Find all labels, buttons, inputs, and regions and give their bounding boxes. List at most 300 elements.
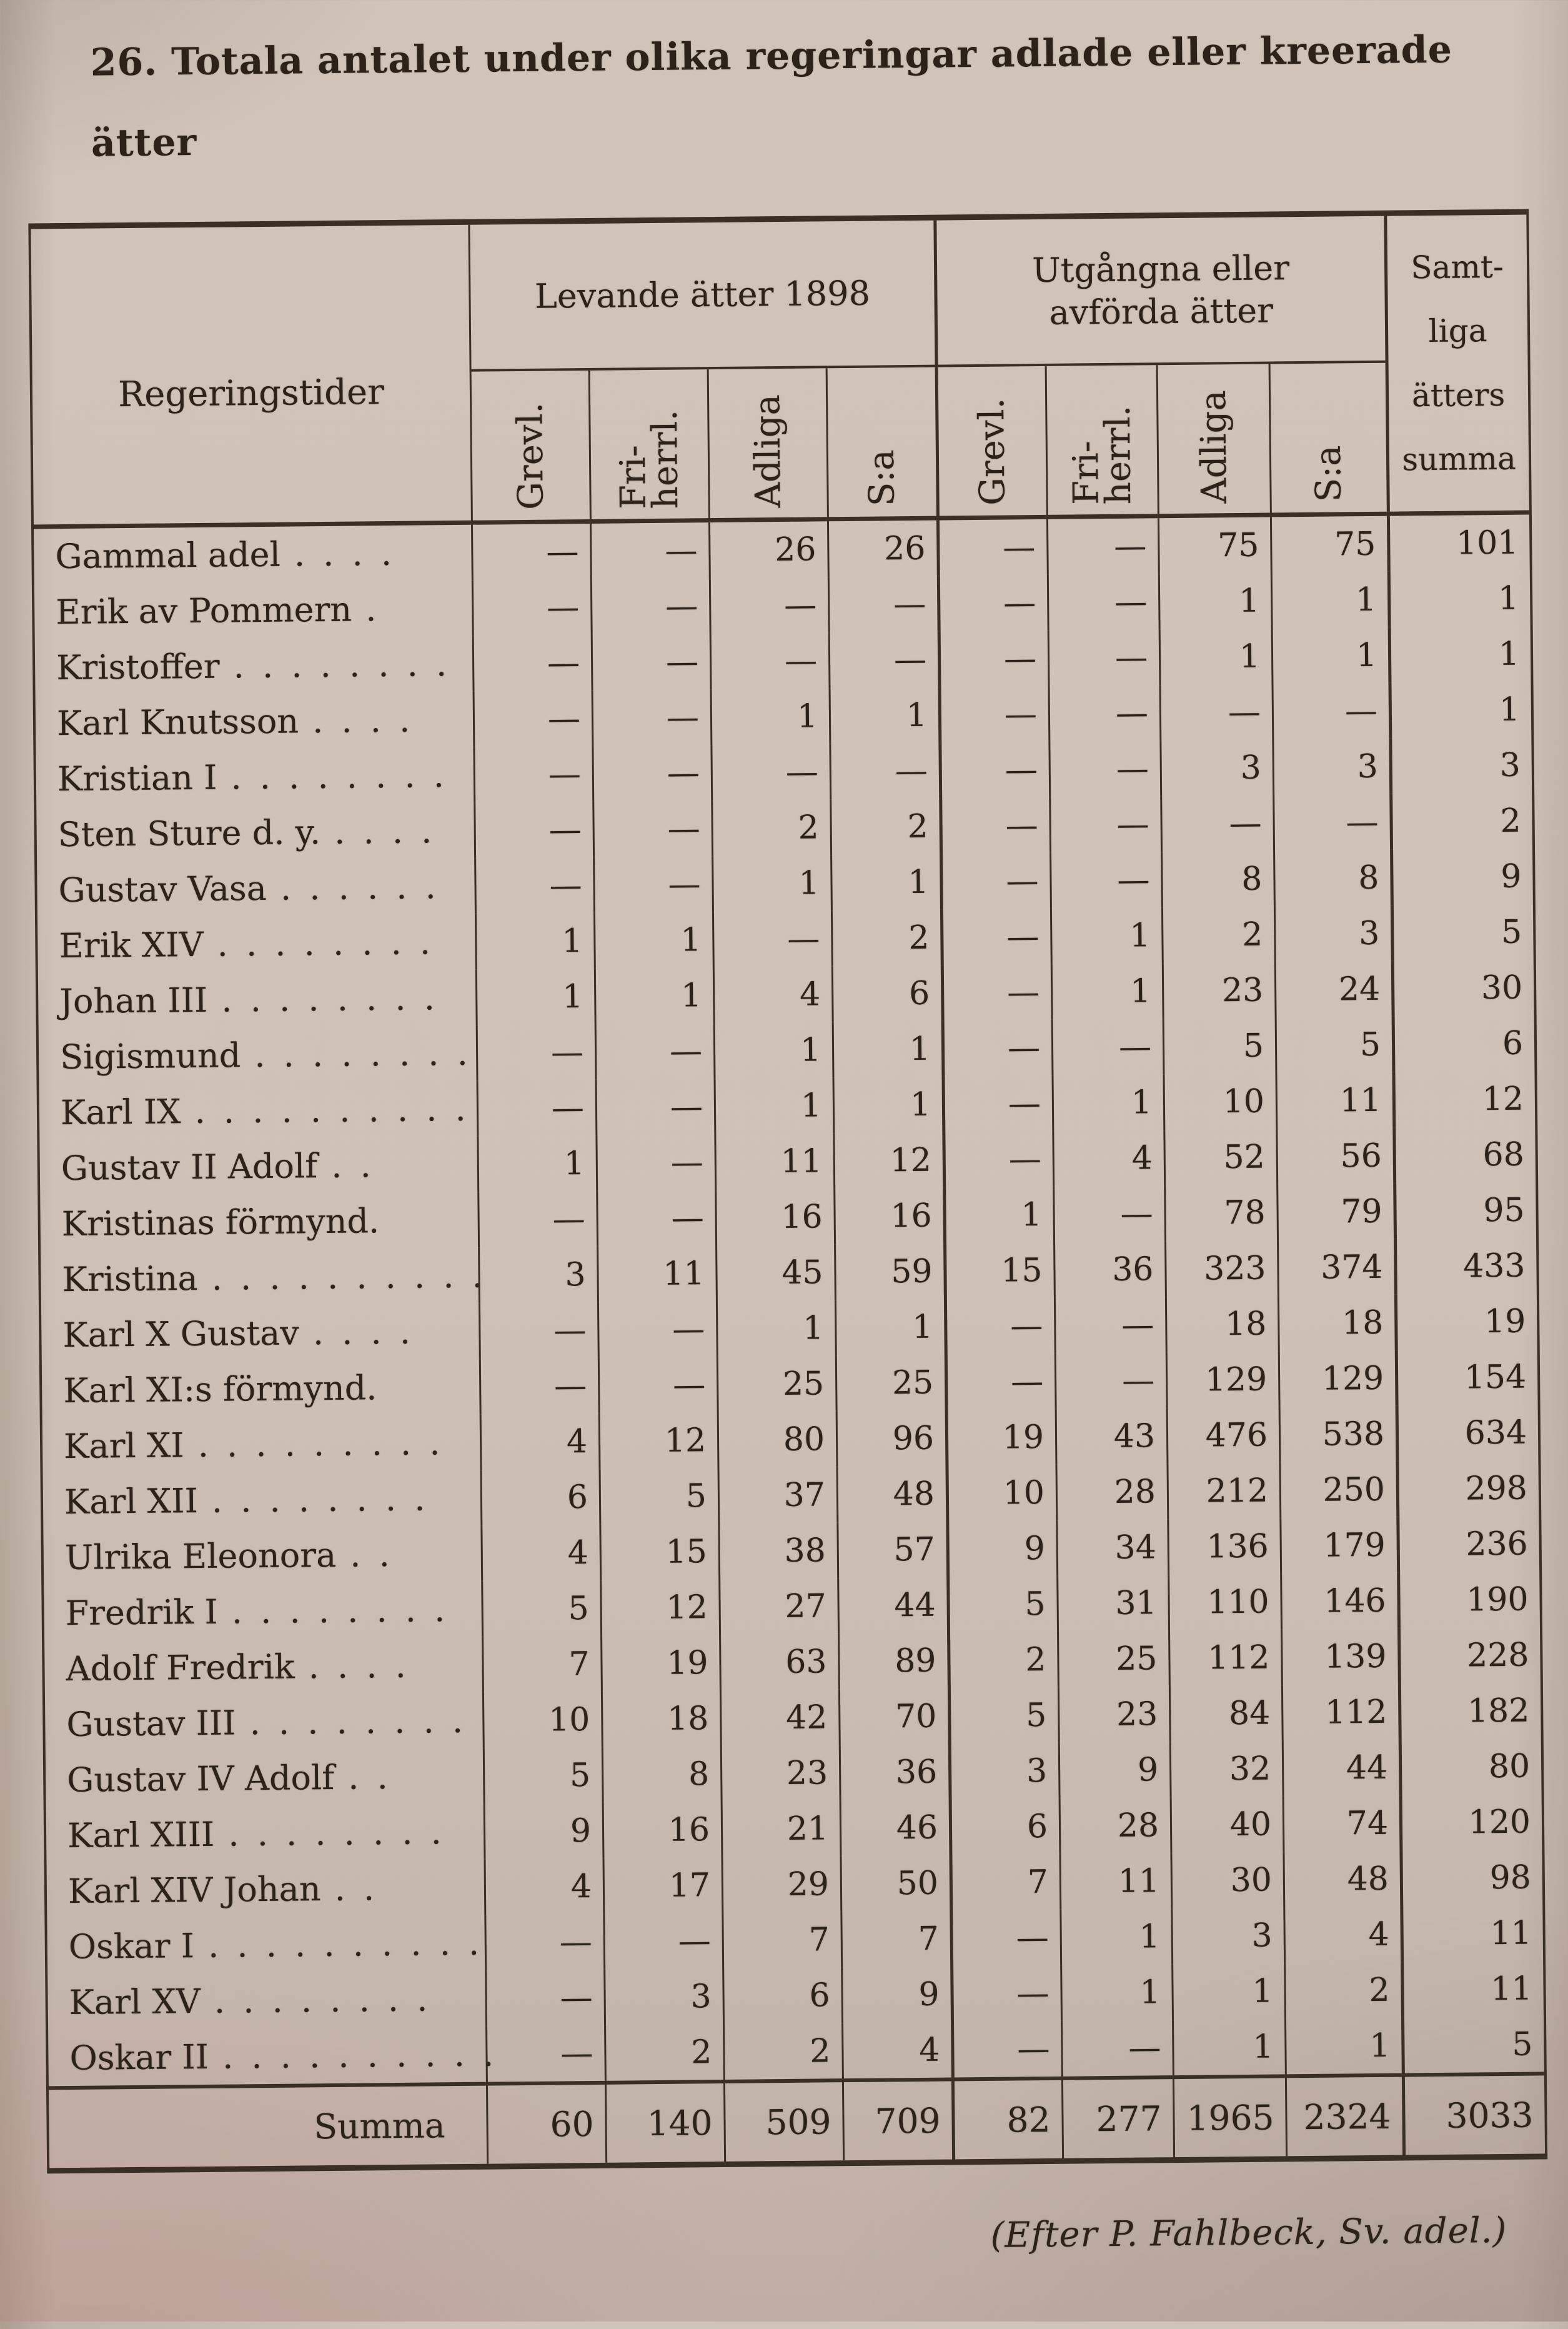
subheader-utgangna-friherrl: Fri- herrl. [1045,365,1158,519]
cell-utgangna-sa: 3 [1274,905,1391,962]
cell-levande-sa: — [828,576,938,633]
dot-leader: . . . . . . . . . . [194,1089,470,1132]
dot-leader: . . . . [312,700,414,741]
row-label: Gustav II Adolf . . [61,1145,375,1189]
cell-levande-sa: 44 [837,1577,947,1634]
cell-utgangna-friherrl: 4 [1052,1130,1164,1187]
subheader-levande-friherrl: Fri- herrl. [588,369,708,524]
cell-utgangna-friherrl: — [1051,1019,1163,1075]
cell-utgangna-adliga: 1 [1158,572,1271,629]
cell-levande-grevl: 1 [475,913,594,970]
cell-total: 634 [1396,1404,1539,1461]
row-label: Ulrika Eleonora . . [64,1535,394,1578]
cell-utgangna-adliga: 323 [1164,1240,1278,1297]
cell-utgangna-grevl: — [950,1965,1061,2022]
cell-utgangna-sa: 374 [1277,1239,1394,1296]
total-column-header-text: Samt- liga ätters summa [1402,248,1517,478]
cell-total: 298 [1396,1460,1539,1517]
cell-levande-grevl: 6 [480,1469,600,1526]
row-label: Karl XV . . . . . . . . [69,1979,432,2023]
cell-levande-grevl: — [477,1191,597,1248]
cell-levande-sa: — [829,743,939,800]
cell-utgangna-friherrl: 277 [1061,2075,1173,2158]
cell-total: 11 [1400,1905,1543,1962]
row-label: Karl X Gustav . . . . [62,1312,415,1355]
cell-utgangna-adliga: 84 [1169,1685,1282,1742]
cell-levande-adliga: — [712,910,831,967]
cell-total: 236 [1396,1515,1539,1572]
cell-utgangna-grevl: — [937,575,1048,632]
cell-utgangna-grevl: — [936,519,1047,576]
cell-utgangna-adliga: 75 [1158,517,1271,574]
cell-total: 11 [1401,1960,1544,2017]
cell-levande-grevl: 4 [480,1414,599,1470]
cell-levande-adliga: 1 [714,1077,833,1134]
cell-levande-grevl: — [479,1302,598,1359]
cell-levande-adliga: 2 [711,799,830,856]
row-label: Gammal adel . . . . [55,533,396,577]
cell-levande-sa: — [828,632,938,689]
cell-levande-adliga: 38 [718,1522,837,1579]
cell-utgangna-sa: 74 [1283,1795,1400,1852]
cell-utgangna-adliga: 112 [1168,1629,1281,1686]
cell-utgangna-friherrl: 11 [1059,1853,1171,1910]
cell-levande-grevl: — [474,857,593,914]
dot-leader: . . . . . . . . [231,1590,449,1632]
dot-leader: . . . . . . . . [211,1479,429,1520]
cell-levande-sa: 1 [835,1299,945,1356]
cell-total: 5 [1401,2016,1544,2073]
cell-utgangna-grevl: — [951,2021,1061,2078]
row-label: Karl Knutsson . . . . [56,700,414,744]
cell-total: 5 [1391,904,1534,960]
cell-levande-sa: 9 [841,1967,951,2023]
cell-levande-sa: 4 [841,2022,951,2079]
dot-leader: . . [349,1535,394,1575]
cell-utgangna-grevl: 7 [949,1854,1059,1911]
row-label: Kristian I . . . . . . . . [57,756,449,799]
cell-utgangna-grevl: — [940,853,1050,910]
dot-leader: . . [347,1757,392,1797]
cell-levande-sa: 1 [833,1077,943,1134]
cell-utgangna-adliga: 1 [1159,628,1272,685]
cell-levande-adliga: 29 [721,1856,840,1913]
cell-levande-grevl: 60 [486,2081,605,2164]
subheader-utgangna-adliga: Adliga [1156,364,1270,519]
cell-levande-grevl: — [471,524,590,581]
cell-utgangna-sa: 79 [1276,1184,1394,1240]
cell-levande-sa: 1 [830,854,940,911]
cell-levande-friherrl: 140 [605,2080,724,2163]
cell-utgangna-friherrl: 1 [1051,1074,1163,1131]
cell-utgangna-friherrl: 1 [1051,963,1163,1020]
row-label: Summa [49,2082,487,2168]
cell-utgangna-grevl: 3 [948,1743,1059,1800]
cell-levande-adliga: — [709,577,828,634]
source-note: (Efter P. Fahlbeck, Sv. adel.) [990,2210,1507,2256]
row-label: Gustav Vasa . . . . . . [58,867,440,910]
cell-utgangna-grevl: — [941,1075,1052,1132]
cell-utgangna-sa: — [1273,794,1390,851]
cell-levande-friherrl: — [590,578,710,635]
cell-levande-friherrl: — [595,1023,714,1080]
dot-leader: . . . . [294,533,396,574]
cell-utgangna-adliga: 1965 [1173,2074,1286,2157]
row-label: Sten Sture d. y. . . . . [57,811,436,855]
cell-levande-grevl: — [479,1358,598,1415]
cell-utgangna-grevl: 82 [951,2077,1062,2160]
cell-levande-grevl: 1 [475,969,595,1025]
cell-utgangna-friherrl: — [1061,2020,1173,2077]
dot-leader: . . . . . . [280,867,440,908]
cell-utgangna-friherrl: 1 [1059,1908,1171,1965]
cell-levande-friherrl: — [595,1079,715,1135]
cell-levande-sa: 709 [842,2078,952,2161]
page-title: 26. Totala antalet under olika regeringar adlade eller kreerade ätter [90,27,1453,166]
cell-utgangna-sa: 4 [1283,1907,1401,1963]
cell-utgangna-friherrl: 23 [1058,1686,1169,1743]
cell-levande-adliga: 2 [723,2023,842,2080]
cell-utgangna-grevl: 1 [943,1187,1053,1244]
cell-utgangna-grevl: — [942,1131,1053,1188]
cell-total: 3033 [1402,2072,1545,2155]
dot-leader: . . . . . . . . [254,1033,472,1075]
cell-levande-grevl: — [485,2025,605,2082]
dot-leader: . . . . . . . . . . [222,2034,498,2077]
cell-total: 68 [1392,1126,1536,1183]
cell-utgangna-sa: 56 [1276,1128,1393,1185]
cell-utgangna-friherrl: — [1054,1352,1166,1409]
cell-levande-grevl: 10 [482,1692,602,1748]
cell-levande-sa: 89 [838,1633,948,1690]
cell-utgangna-adliga: 10 [1163,1073,1276,1130]
cell-levande-friherrl: 2 [604,2024,723,2081]
cell-utgangna-friherrl: — [1047,574,1159,631]
cell-levande-grevl: — [472,635,592,692]
cell-utgangna-sa: 3 [1272,739,1389,795]
dot-leader: . . . . . . . . . . [211,1255,487,1298]
cell-utgangna-sa: 250 [1279,1462,1396,1519]
cell-utgangna-sa: 112 [1281,1684,1399,1741]
cell-levande-adliga: 7 [722,1912,841,1968]
subheader-levande-grevl: Grevl. [470,371,590,525]
cell-total: 154 [1395,1349,1538,1405]
cell-utgangna-friherrl: — [1048,629,1159,686]
cell-levande-grevl: — [477,1080,596,1137]
row-label: Karl XII . . . . . . . . [64,1479,429,1522]
cell-levande-friherrl: — [597,1301,717,1358]
cell-levande-friherrl: — [598,1357,717,1414]
cell-levande-sa: 6 [831,965,941,1022]
cell-total: 101 [1387,515,1530,572]
cell-total: 6 [1392,1015,1535,1072]
cell-utgangna-adliga: 212 [1166,1462,1279,1519]
cell-levande-grevl: 9 [484,1803,603,1860]
cell-utgangna-friherrl: — [1048,685,1160,742]
cell-levande-friherrl: 17 [602,1857,722,1914]
cell-total: 1 [1388,681,1531,738]
cell-levande-grevl: 7 [482,1636,601,1693]
cell-utgangna-sa: 1 [1284,2018,1402,2075]
cell-levande-adliga: 16 [715,1189,834,1245]
cell-total: 190 [1397,1571,1540,1628]
row-label: Oskar I . . . . . . . . . . [68,1923,484,1967]
dot-leader: . . . . . . . . [249,1700,467,1743]
dot-leader: . [365,589,380,629]
cell-levande-friherrl: 5 [599,1468,718,1525]
cell-total: 3 [1389,737,1532,794]
cell-utgangna-grevl: — [939,797,1049,854]
cell-levande-friherrl: 3 [603,1968,723,2025]
cell-utgangna-adliga: 136 [1167,1518,1280,1575]
cell-utgangna-adliga: 52 [1163,1129,1276,1185]
cell-utgangna-adliga: 78 [1164,1184,1277,1241]
cell-levande-grevl: — [473,691,592,747]
cell-levande-sa: 50 [840,1855,950,1912]
cell-levande-friherrl: — [590,522,709,579]
cell-levande-sa: 16 [833,1188,943,1245]
cell-utgangna-grevl: 9 [946,1520,1056,1577]
cell-total: 228 [1397,1627,1541,1683]
cell-levande-sa: 2 [831,910,941,967]
subheader-levande-adliga: Adliga [707,368,827,522]
cell-utgangna-grevl: — [938,742,1049,799]
cell-utgangna-adliga: 18 [1165,1295,1278,1352]
cell-utgangna-sa: — [1271,683,1389,740]
cell-utgangna-sa: 8 [1273,850,1391,907]
dot-leader: . . . . . . . . [221,978,439,1020]
cell-levande-friherrl: — [596,1190,715,1247]
dot-leader: . . . . . . . . [233,644,451,686]
cell-levande-friherrl: — [592,745,711,802]
cell-utgangna-sa: 48 [1283,1851,1400,1908]
dot-leader: . . . . [334,811,436,852]
cell-levande-friherrl: — [595,1134,715,1191]
cell-utgangna-sa: 538 [1279,1406,1396,1463]
cell-levande-adliga: 27 [718,1578,838,1635]
cell-levande-friherrl: — [591,634,710,691]
cell-utgangna-sa: 139 [1281,1628,1398,1685]
cell-levande-grevl: — [473,746,592,803]
row-label: Fredrik I . . . . . . . . [65,1590,449,1633]
cell-utgangna-friherrl: 1 [1060,1964,1172,2021]
cell-levande-grevl: — [485,1970,604,2027]
cell-utgangna-sa: 2 [1284,1962,1401,2019]
cell-levande-adliga: 1 [712,855,831,912]
cell-utgangna-sa: 146 [1280,1573,1397,1630]
dot-leader: . . . . . . . . [214,1979,432,2021]
cell-utgangna-friherrl: 36 [1053,1241,1165,1298]
cell-levande-adliga: 6 [722,1967,841,2024]
cell-levande-adliga: 509 [723,2078,843,2162]
cell-utgangna-sa: 24 [1274,961,1392,1018]
row-label: Johan III . . . . . . . . [59,978,439,1022]
dot-leader: . . [334,1868,379,1908]
cell-levande-sa: 57 [836,1522,946,1578]
cell-levande-friherrl: 1 [593,912,713,969]
row-label: Gustav IV Adolf . . [66,1757,392,1800]
cell-levande-adliga: 26 [708,521,828,578]
cell-levande-grevl: — [472,579,591,636]
cell-levande-adliga: 11 [714,1133,833,1190]
cell-total: 2 [1389,792,1532,849]
dot-leader: . . . . . . . . [228,1812,446,1854]
row-label: Karl IX . . . . . . . . . . [60,1089,470,1133]
cell-utgangna-grevl: — [940,909,1051,965]
cell-utgangna-adliga: 3 [1159,739,1273,796]
cell-levande-sa: 25 [835,1355,945,1412]
cell-total: 80 [1399,1738,1542,1795]
cell-utgangna-adliga: 1 [1171,1963,1284,2020]
cell-utgangna-grevl: — [941,964,1051,1021]
cell-levande-friherrl: — [592,689,711,746]
cell-utgangna-adliga: 40 [1170,1796,1283,1853]
cell-levande-grevl: — [474,802,593,859]
cell-utgangna-grevl: — [938,686,1049,743]
cell-utgangna-grevl: 19 [945,1409,1056,1466]
cell-utgangna-adliga: 3 [1171,1907,1284,1964]
cell-levande-grevl: — [484,1914,603,1971]
cell-levande-adliga: 23 [720,1745,840,1802]
total-column-header [1384,215,1529,516]
row-label: Erik av Pommern . [56,589,380,632]
cell-utgangna-friherrl: 25 [1057,1630,1169,1687]
cell-utgangna-grevl: 5 [948,1687,1058,1744]
cell-levande-friherrl: — [593,856,712,913]
cell-total: 182 [1398,1682,1541,1739]
row-label: Karl XI:s förmynd. [62,1368,377,1411]
cell-levande-sa: 7 [840,1911,950,1968]
dot-leader: . . . . . . . . . [197,1423,444,1465]
cell-utgangna-friherrl: — [1049,852,1161,909]
cell-utgangna-adliga: 1 [1172,2018,1285,2075]
cell-utgangna-grevl: 10 [945,1465,1056,1522]
cell-utgangna-grevl: 6 [949,1798,1059,1855]
cell-utgangna-adliga: 30 [1170,1852,1283,1908]
cell-levande-grevl: 4 [480,1525,600,1582]
cell-utgangna-sa: 129 [1278,1350,1396,1407]
cell-utgangna-adliga: 5 [1163,1017,1276,1074]
cell-utgangna-adliga: — [1159,684,1273,741]
cell-utgangna-friherrl: 34 [1056,1519,1168,1576]
cell-utgangna-friherrl: — [1049,796,1161,853]
cell-utgangna-adliga: 129 [1166,1351,1279,1408]
cell-levande-friherrl: 19 [600,1635,720,1692]
dot-leader: . . [330,1145,375,1185]
cell-utgangna-sa: 179 [1279,1517,1397,1574]
cell-utgangna-adliga: 476 [1166,1407,1279,1464]
cell-utgangna-friherrl: — [1046,518,1158,575]
group-label-utgangna-text: Utgångna eller avförda ätter [1031,248,1290,332]
cell-levande-adliga: 1 [716,1300,835,1357]
subheader-utgangna-sa: S:a [1269,363,1387,517]
cell-utgangna-friherrl: 43 [1055,1408,1167,1465]
cell-utgangna-sa: 1 [1271,572,1388,629]
cell-total: 98 [1399,1849,1542,1906]
corner-label: Regeringstider [31,225,471,529]
cell-utgangna-friherrl: — [1054,1297,1166,1354]
cell-utgangna-friherrl: 28 [1055,1464,1167,1520]
cell-levande-grevl: — [476,1024,595,1081]
cell-levande-grevl: 5 [483,1747,602,1804]
cell-total: 1 [1387,571,1531,627]
cell-levande-friherrl: — [592,800,712,857]
row-label: Adolf Fredrik . . . . [66,1645,410,1689]
cell-levande-grevl: 1 [477,1135,596,1192]
cell-total: 433 [1394,1237,1537,1294]
cell-levande-friherrl: 16 [602,1802,722,1858]
cell-utgangna-grevl: — [938,631,1048,687]
cell-levande-adliga: 1 [710,688,830,745]
cell-levande-sa: 46 [840,1800,950,1857]
cell-utgangna-friherrl: — [1048,741,1160,797]
cell-levande-grevl: 4 [484,1858,603,1915]
cell-levande-sa: 1 [829,687,939,744]
cell-utgangna-adliga: 8 [1161,850,1274,907]
cell-levande-adliga: 80 [717,1411,836,1468]
cell-levande-adliga: 37 [717,1467,836,1524]
cell-levande-friherrl: 8 [602,1746,721,1803]
cell-utgangna-adliga: 23 [1162,962,1275,1019]
cell-utgangna-sa: 11 [1275,1072,1392,1129]
cell-levande-sa: 12 [833,1132,943,1189]
dot-leader: . . . . . . . . [231,756,449,797]
row-label: Karl XIII . . . . . . . . [67,1812,446,1856]
cell-levande-adliga: — [710,744,830,800]
cell-levande-sa: 2 [830,799,940,855]
cell-total: 12 [1392,1070,1535,1127]
cell-levande-sa: 48 [836,1466,946,1523]
group-label-utgangna [933,216,1385,367]
cell-total: 19 [1394,1293,1537,1350]
cell-levande-adliga: 42 [720,1689,839,1746]
row-label: Karl XIV Johan . . [67,1868,379,1912]
cell-levande-sa: 70 [838,1688,948,1745]
cell-utgangna-friherrl: — [1053,1185,1164,1242]
cell-total: 120 [1399,1793,1542,1850]
dot-leader: . . . . [312,1312,415,1353]
row-label: Karl XI . . . . . . . . . [63,1423,444,1467]
cell-total: 9 [1390,848,1533,905]
cell-levande-friherrl: 1 [594,967,713,1024]
cell-utgangna-friherrl: 31 [1056,1575,1168,1632]
cell-levande-grevl: 3 [478,1247,597,1304]
dot-leader: . . . . . . . . [217,922,435,964]
cell-levande-friherrl: 11 [597,1245,716,1302]
cell-levande-sa: 26 [827,521,937,577]
cell-utgangna-sa: 18 [1278,1295,1395,1352]
cell-utgangna-grevl: 5 [946,1576,1057,1633]
dot-leader: . . . . [308,1645,410,1687]
cell-utgangna-grevl: 15 [943,1242,1054,1299]
cell-utgangna-sa: 2324 [1285,2073,1402,2157]
cell-utgangna-grevl: — [950,1910,1060,1967]
cell-total: 30 [1391,959,1534,1016]
cell-levande-friherrl: 12 [600,1579,719,1636]
cell-levande-sa: 36 [839,1744,949,1801]
cell-utgangna-sa: 5 [1275,1017,1392,1074]
cell-levande-friherrl: — [603,1913,722,1970]
cell-utgangna-grevl: — [941,1020,1052,1077]
cell-levande-adliga: 25 [717,1355,836,1412]
cell-utgangna-sa: 75 [1270,516,1387,573]
cell-utgangna-sa: 44 [1282,1740,1399,1797]
cell-levande-friherrl: 15 [599,1524,718,1580]
cell-levande-sa: 1 [832,1021,942,1078]
row-label: Erik XIV . . . . . . . . [59,922,435,966]
cell-levande-adliga: 63 [719,1633,838,1690]
cell-utgangna-grevl: — [944,1298,1054,1355]
